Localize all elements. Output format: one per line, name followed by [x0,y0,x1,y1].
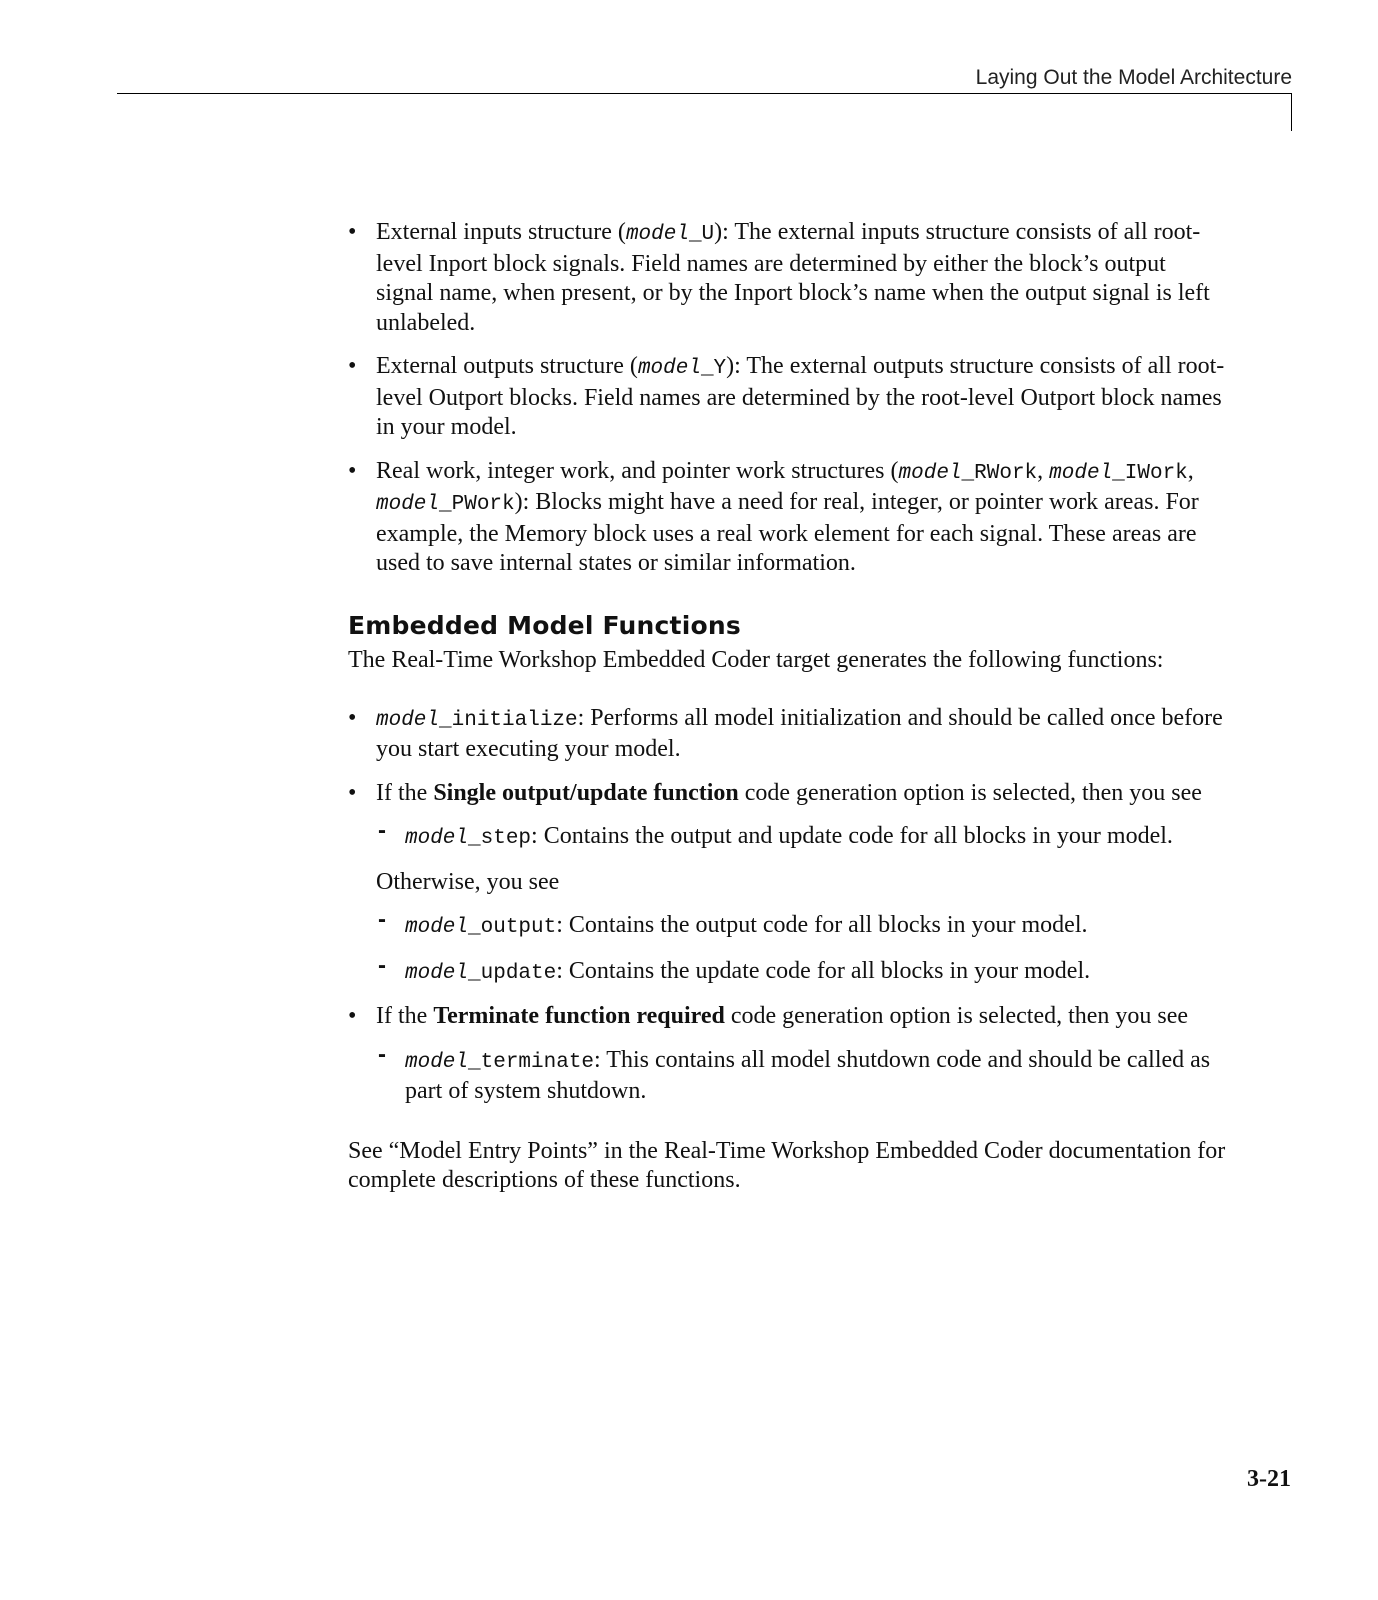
structures-list [348,218,1228,579]
code-term: model_IWork [1049,461,1188,485]
sub-list [376,1040,1228,1107]
functions-list [348,704,1228,1107]
sub-list-item: - model_update: Contains the update code for all blocks in your model. [378,951,1091,985]
dash-icon: - [378,951,386,979]
sub-list-item: - model_terminate: This contains all model shutdown code and should be called as part of system shutdown. [378,1040,1211,1104]
sub-list-item: - model_step: Contains the output and update code for all blocks in your model. [378,817,1173,850]
dash-icon: - [378,1040,386,1068]
bullet-icon: • [348,704,357,731]
section-heading: Embedded Model Functions [348,610,741,640]
code-term: model_output [405,916,557,939]
list-item: • External inputs structure (model_U): The external inputs structure consists of all root-level Inport block signals. Field names are determined by either the block’s output signal name, when present, or by the Inport block’s name when the output signal is left unlabeled. [348,219,1210,336]
code-term: model_terminate [405,1050,595,1074]
option-name: Terminate function required [433,1003,725,1029]
bullet-icon: • [348,457,357,484]
option-name: Single output/update function [433,779,739,806]
intro-paragraph: The Real-Time Workshop Embedded Coder target generates the following functions: [348,647,1164,673]
bullet-icon: • [348,1003,357,1029]
bullet-icon: • [348,779,357,806]
bullet-icon: • [348,219,357,245]
sub-list [376,817,1228,854]
code-term: model_step [405,827,532,850]
bullet-icon: • [348,353,357,379]
list-item: • If the Terminate function required code generation option is selected, then you see - model_terminate: This contains all model shutdown code and should be called as part of system shutdown. [348,1002,1228,1107]
dash-icon: - [378,906,386,933]
page-body [348,218,1228,1196]
dash-icon: - [378,817,386,844]
code-term: model_PWork [376,493,515,516]
sub-list-item: - model_output: Contains the output code for all blocks in your model. [378,906,1088,939]
list-item: • If the Single output/update function code generation option is selected, then you see - model_step: Contains the output and update code for all blocks in your model. Otherwise, you see - model_output: Contains the output code for all blocks in your model. - model_update: Contains the update code for all blocks in your model. [348,779,1228,989]
header-tick [1291,93,1292,131]
page-number: 3-21 [1247,1466,1291,1492]
list-item: • model_initialize: Performs all model initialization and should be called once before you start executing your model. [348,704,1223,762]
otherwise-text: Otherwise, you see [376,868,560,895]
code-term: model_update [405,961,557,985]
code-term: model_U [625,223,715,246]
list-item: • External outputs structure (model_Y): The external outputs structure consists of all root-level Outport blocks. Field names are determined by the root-level Outport block names in your model. [348,353,1225,440]
closing-paragraph: See “Model Entry Points” in the Real-Time Workshop Embedded Coder documentation for complete descriptions of these functions. [348,1137,1226,1193]
code-term: model_Y [637,357,727,380]
sub-list [376,906,1228,988]
code-term: model_initialize [376,708,578,732]
running-head: Laying Out the Model Architecture [975,66,1292,89]
code-term: model_RWork [898,461,1038,485]
list-item: • Real work, integer work, and pointer work structures (model_RWork, model_IWork, model_PWork): Blocks might have a need for real, integer, or pointer work areas. For example, the Memory block uses a real work element for each signal. These areas are used to save internal states or similar information. [348,457,1199,576]
header-rule [117,93,1292,94]
